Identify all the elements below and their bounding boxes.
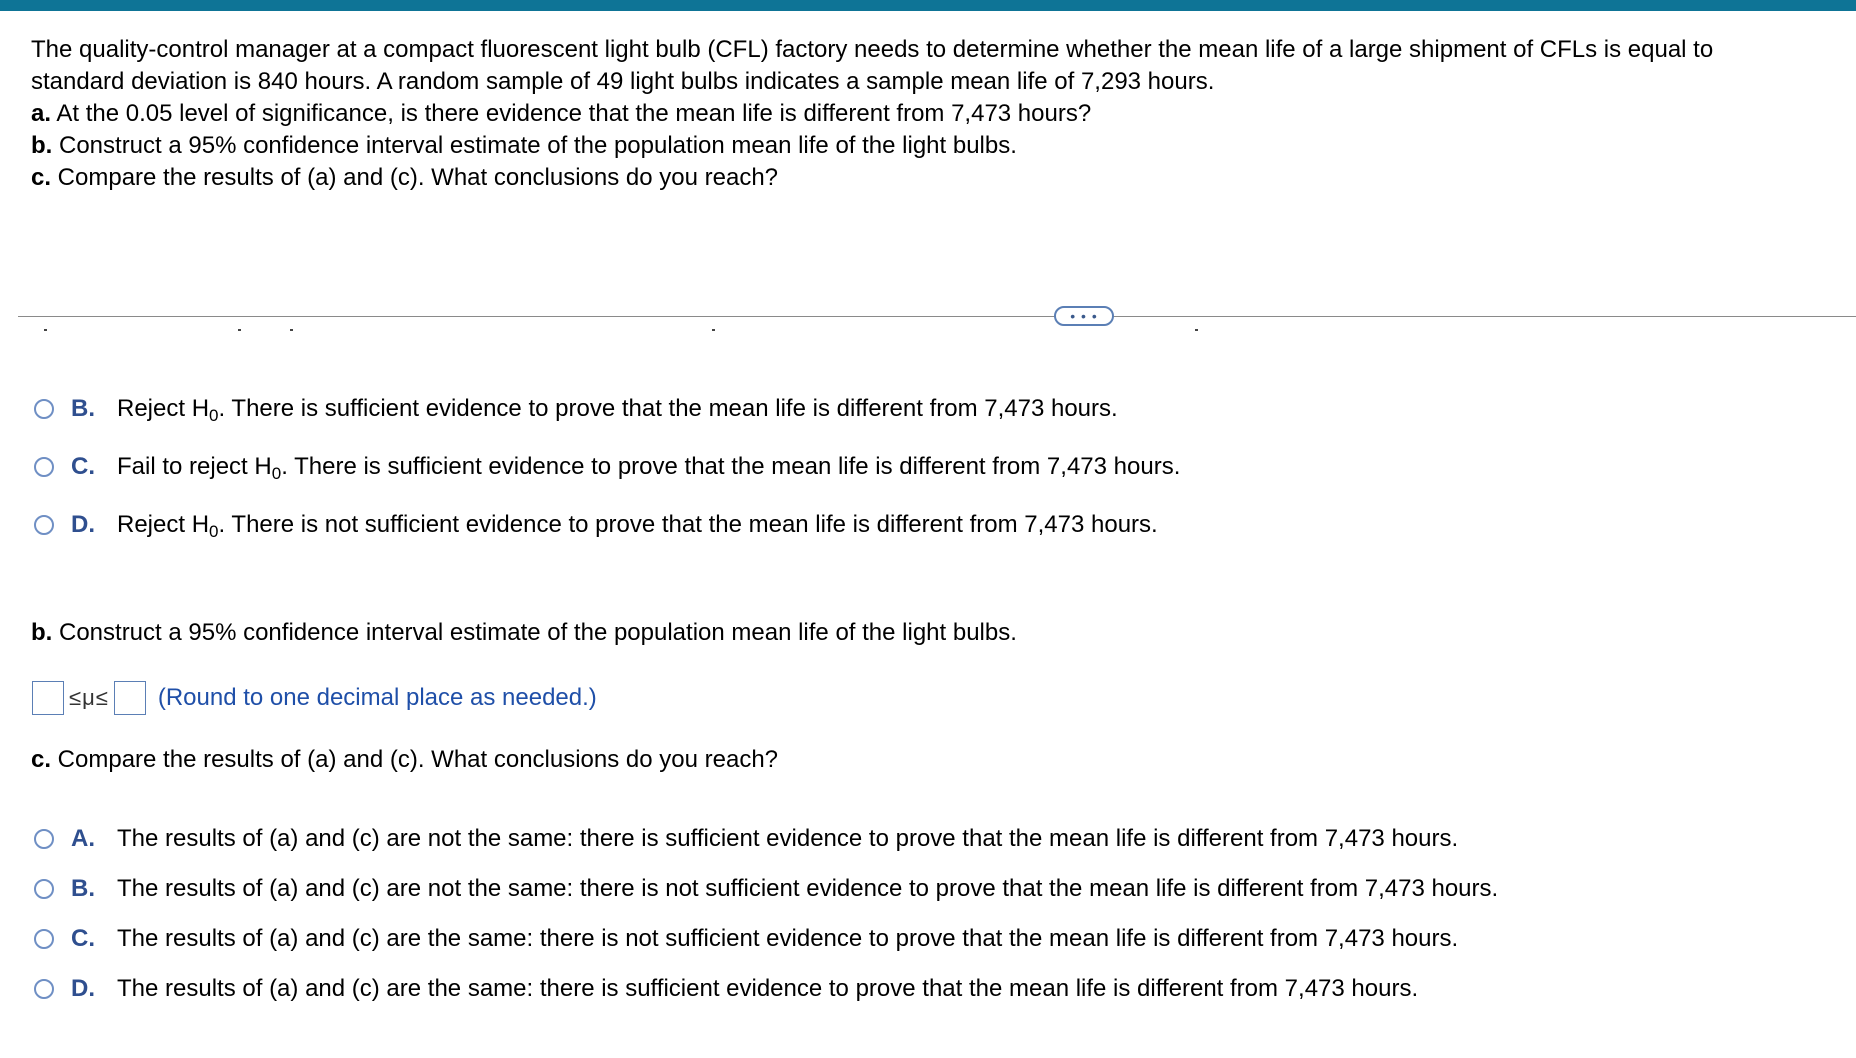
confidence-interval-row [32, 679, 597, 717]
option-text-pre: Fail to reject H [117, 453, 272, 480]
clipped-text-fragment [0, 326, 1856, 336]
part-a-label: a. [31, 100, 52, 127]
mu-inequality-symbol: ≤μ≤ [69, 685, 109, 710]
option-letter: D. [71, 975, 95, 1002]
top-header-bar [0, 0, 1856, 11]
subscript-zero: 0 [209, 522, 219, 541]
option-letter: D. [71, 511, 95, 538]
part-c-heading-text: Compare the results of (a) and (c). What conclusions do you reach? [51, 746, 779, 773]
radio-button[interactable] [34, 515, 54, 535]
rounding-hint: (Round to one decimal place as needed.) [157, 684, 597, 711]
part-c-heading [31, 744, 778, 776]
subscript-zero: 0 [209, 406, 219, 425]
part-c-label: c. [31, 164, 52, 191]
ci-upper-bound-input[interactable] [114, 681, 146, 715]
radio-button[interactable] [34, 399, 54, 419]
part-c-option-b[interactable] [34, 871, 1498, 907]
option-letter: A. [71, 825, 95, 852]
radio-button[interactable] [34, 457, 54, 477]
radio-button[interactable] [34, 979, 54, 999]
part-a-option-d[interactable] [34, 507, 1158, 543]
option-text-pre: Reject H [117, 511, 210, 538]
option-text: The results of (a) and (c) are not the same: there is not sufficient evidence to prove that the mean life is different from 7,473 hours. [117, 875, 1499, 902]
option-text: The results of (a) and (c) are the same: there is not sufficient evidence to prove that the mean life is different from 7,473 hours. [117, 925, 1459, 952]
question-line-2: standard deviation is 840 hours. A random sample of 49 light bulbs indicates a sample mean life of 7,293 hours. [31, 68, 1215, 95]
part-c-option-c[interactable] [34, 921, 1458, 957]
part-c-option-a[interactable] [34, 821, 1458, 857]
question-line-1: The quality-control manager at a compact fluorescent light bulb (CFL) factory needs to determine whether the mean life of a large shipment of CFLs is equal to [31, 36, 1714, 63]
option-letter: B. [71, 395, 95, 422]
part-b-heading-text: Construct a 95% confidence interval estimate of the population mean life of the light bulbs. [52, 619, 1017, 646]
part-c-heading-label: c. [31, 746, 52, 773]
option-text-post: . There is sufficient evidence to prove that the mean life is different from 7,473 hours. [218, 395, 1118, 422]
option-letter: B. [71, 875, 95, 902]
ci-lower-bound-input[interactable] [32, 681, 64, 715]
part-b-heading [31, 617, 1017, 649]
more-options-button[interactable]: • • • [1054, 306, 1114, 326]
option-letter: C. [71, 453, 95, 480]
option-text: The results of (a) and (c) are not the same: there is sufficient evidence to prove that the mean life is different from 7,473 hours. [117, 825, 1459, 852]
subscript-zero: 0 [271, 464, 282, 483]
part-a-option-c[interactable] [34, 449, 1180, 485]
option-letter: C. [71, 925, 95, 952]
option-text-post: . There is sufficient evidence to prove that the mean life is different from 7,473 hours. [281, 453, 1181, 480]
radio-button[interactable] [34, 929, 54, 949]
question-part-a [31, 98, 1851, 130]
option-text-pre: Reject H [117, 395, 210, 422]
part-a-text: At the 0.05 level of significance, is there evidence that the mean life is different from 7,473 hours? [51, 100, 1092, 127]
question-part-b [31, 130, 1851, 162]
radio-button[interactable] [34, 879, 54, 899]
option-text: The results of (a) and (c) are the same: there is sufficient evidence to prove that the mean life is different from 7,473 hours. [117, 975, 1419, 1002]
part-c-text: Compare the results of (a) and (c). What conclusions do you reach? [51, 164, 779, 191]
part-a-option-b[interactable] [34, 391, 1118, 427]
part-b-text: Construct a 95% confidence interval estimate of the population mean life of the light bulbs. [52, 132, 1017, 159]
part-b-label: b. [31, 132, 53, 159]
question-stem [31, 34, 1851, 194]
option-text-post: . There is not sufficient evidence to prove that the mean life is different from 7,473 hours. [218, 511, 1158, 538]
part-c-option-d[interactable] [34, 971, 1418, 1007]
radio-button[interactable] [34, 829, 54, 849]
part-b-heading-label: b. [31, 619, 53, 646]
question-part-c [31, 162, 1851, 194]
section-divider [18, 316, 1856, 317]
